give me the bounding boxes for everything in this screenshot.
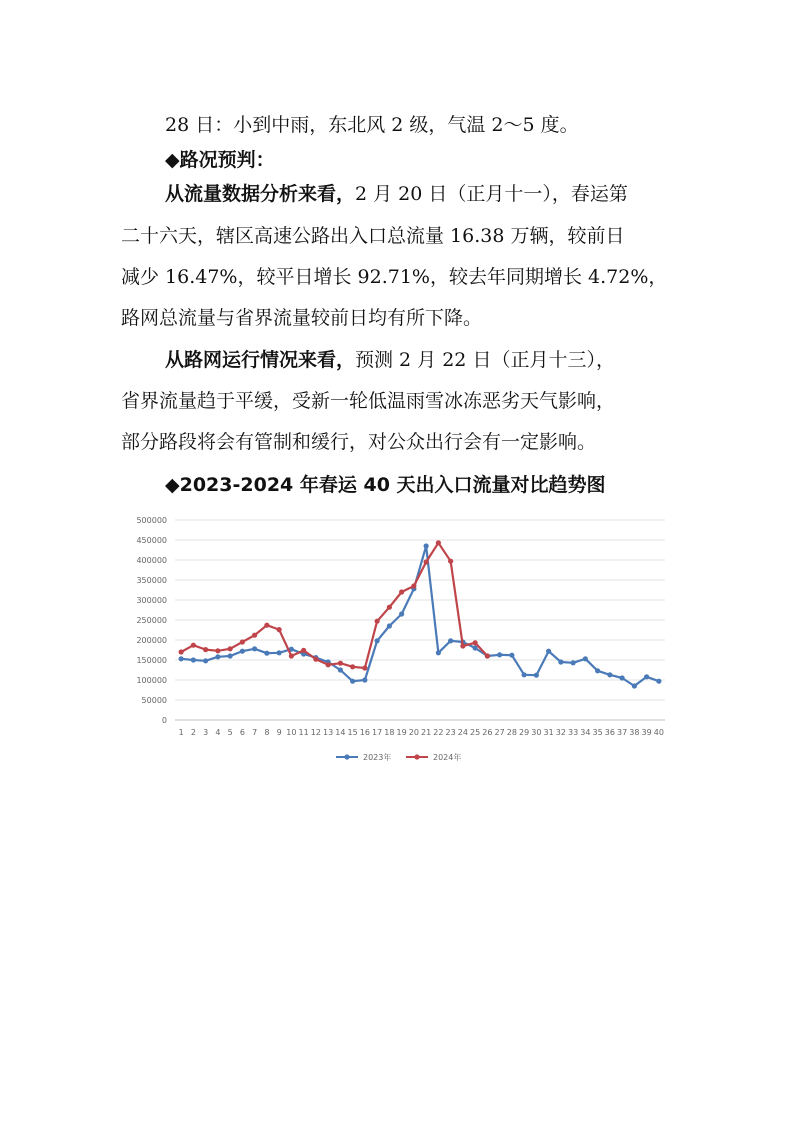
data-point — [620, 675, 625, 680]
data-point — [350, 679, 355, 684]
data-point — [301, 648, 306, 653]
x-tick-label: 28 — [506, 728, 517, 737]
data-point — [485, 653, 490, 658]
x-tick-label: 5 — [227, 728, 233, 737]
data-point — [436, 650, 441, 655]
data-point — [656, 679, 661, 684]
y-tick-label: 100000 — [136, 676, 167, 685]
data-point — [424, 543, 429, 548]
x-tick-label: 26 — [482, 728, 493, 737]
data-point — [215, 648, 220, 653]
x-tick-label: 16 — [359, 728, 370, 737]
data-point — [350, 664, 355, 669]
data-point — [289, 653, 294, 658]
p1-line4: 路网总流量与省界流量较前日均有所下降。 — [121, 307, 483, 329]
data-point — [264, 623, 269, 628]
data-point — [595, 668, 600, 673]
data-point — [522, 672, 527, 677]
y-tick-label: 0 — [161, 716, 167, 725]
chart-heading: ◆2023-2024 年春运 40 天出入口流量对比趋势图 — [165, 474, 606, 496]
data-point — [252, 633, 257, 638]
data-point — [473, 640, 478, 645]
p2-line1-rest: 预测 2 月 22 日（正月十三）， — [355, 349, 615, 371]
data-point — [509, 653, 514, 658]
p1-line1 — [165, 182, 628, 206]
x-tick-label: 2 — [190, 728, 196, 737]
data-point — [411, 583, 416, 588]
data-point — [240, 649, 245, 654]
data-point — [240, 639, 245, 644]
y-tick-label: 400000 — [136, 556, 167, 565]
legend-marker — [344, 754, 349, 759]
data-point — [264, 651, 269, 656]
section-heading — [165, 148, 275, 172]
data-point — [326, 662, 331, 667]
data-point — [375, 619, 380, 624]
section-heading-text: ◆路况预判： — [165, 149, 275, 171]
y-tick-label: 500000 — [136, 516, 167, 525]
data-point — [179, 649, 184, 654]
x-tick-label: 31 — [543, 728, 554, 737]
data-point — [215, 654, 220, 659]
data-point — [375, 638, 380, 643]
x-tick-label: 11 — [298, 728, 309, 737]
weather-28: 28 日：小到中雨，东北风 2 级，气温 2～5 度。 — [165, 114, 579, 136]
x-tick-label: 22 — [433, 728, 444, 737]
p2-lead: 从路网运行情况来看， — [165, 349, 356, 371]
data-point — [460, 643, 465, 648]
x-tick-label: 1 — [178, 728, 184, 737]
data-point — [534, 673, 539, 678]
data-point — [583, 656, 588, 661]
p1-line1-rest: 2 月 20 日（正月十一），春运第 — [355, 183, 628, 205]
data-point — [448, 559, 453, 564]
data-point — [436, 540, 441, 545]
x-tick-label: 39 — [641, 728, 652, 737]
data-point — [558, 659, 563, 664]
chart-grid — [175, 520, 665, 720]
y-tick-label: 350000 — [136, 576, 167, 585]
legend-label: 2024年 — [433, 753, 462, 762]
data-point — [644, 674, 649, 679]
x-tick-label: 20 — [408, 728, 419, 737]
data-point — [338, 667, 343, 672]
x-tick-label: 21 — [421, 728, 432, 737]
data-point — [277, 650, 282, 655]
x-tick-label: 12 — [310, 728, 321, 737]
x-tick-label: 13 — [323, 728, 334, 737]
data-point — [338, 661, 343, 666]
x-tick-label: 18 — [384, 728, 395, 737]
x-tick-label: 27 — [494, 728, 505, 737]
y-tick-label: 200000 — [136, 636, 167, 645]
p1-line2: 二十六天，辖区高速公路出入口总流量 16.38 万辆，较前日 — [121, 225, 625, 247]
chart-series — [179, 540, 662, 688]
data-point — [277, 627, 282, 632]
chart-legend — [336, 752, 461, 762]
data-point — [362, 677, 367, 682]
data-point — [387, 605, 392, 610]
traffic-trend-chart — [118, 507, 676, 772]
x-tick-label: 30 — [531, 728, 542, 737]
x-tick-label: 4 — [215, 728, 221, 737]
data-point — [399, 589, 404, 594]
p1-line3: 减少 16.47%，较平日增长 92.71%，较去年同期增长 4.72%， — [121, 266, 668, 288]
x-tick-label: 25 — [470, 728, 481, 737]
data-point — [571, 660, 576, 665]
y-tick-label: 300000 — [136, 596, 167, 605]
data-point — [387, 623, 392, 628]
p2-line3: 部分路段将会有管制和缓行，对公众出行会有一定影响。 — [121, 431, 597, 453]
x-tick-label: 14 — [335, 728, 346, 737]
data-point — [203, 658, 208, 663]
x-tick-label: 24 — [457, 728, 468, 737]
x-tick-label: 17 — [372, 728, 383, 737]
data-point — [252, 646, 257, 651]
p2-line2: 省界流量趋于平缓，受新一轮低温雨雪冰冻恶劣天气影响， — [121, 390, 616, 412]
data-point — [191, 657, 196, 662]
y-tick-label: 150000 — [136, 656, 167, 665]
y-axis-ticks — [136, 516, 167, 725]
x-tick-label: 40 — [653, 728, 664, 737]
legend-label: 2023年 — [363, 753, 392, 762]
x-axis-ticks — [179, 728, 664, 737]
x-tick-label: 10 — [286, 728, 297, 737]
data-point — [497, 652, 502, 657]
x-tick-label: 35 — [592, 728, 603, 737]
x-tick-label: 23 — [445, 728, 456, 737]
legend-marker — [414, 754, 419, 759]
data-point — [362, 665, 367, 670]
y-tick-label: 450000 — [136, 536, 167, 545]
x-tick-label: 36 — [604, 728, 615, 737]
x-tick-label: 38 — [629, 728, 640, 737]
x-tick-label: 19 — [396, 728, 407, 737]
x-tick-label: 3 — [203, 728, 209, 737]
x-tick-label: 15 — [347, 728, 358, 737]
data-point — [191, 643, 196, 648]
x-tick-label: 32 — [555, 728, 566, 737]
series-line-1 — [181, 546, 659, 686]
data-point — [399, 611, 404, 616]
data-point — [228, 646, 233, 651]
x-tick-label: 7 — [252, 728, 258, 737]
y-tick-label: 50000 — [141, 696, 167, 705]
data-point — [424, 559, 429, 564]
data-point — [203, 647, 208, 652]
x-tick-label: 6 — [239, 728, 245, 737]
p2-line1 — [165, 348, 615, 372]
data-point — [448, 638, 453, 643]
data-point — [546, 649, 551, 654]
data-point — [313, 657, 318, 662]
x-tick-label: 29 — [519, 728, 530, 737]
x-tick-label: 9 — [276, 728, 282, 737]
x-tick-label: 8 — [264, 728, 270, 737]
p1-lead: 从流量数据分析来看， — [165, 183, 356, 205]
x-tick-label: 33 — [568, 728, 579, 737]
y-tick-label: 250000 — [136, 616, 167, 625]
data-point — [228, 653, 233, 658]
data-point — [179, 656, 184, 661]
data-point — [607, 672, 612, 677]
x-tick-label: 34 — [580, 728, 591, 737]
x-tick-label: 37 — [617, 728, 628, 737]
data-point — [632, 683, 637, 688]
